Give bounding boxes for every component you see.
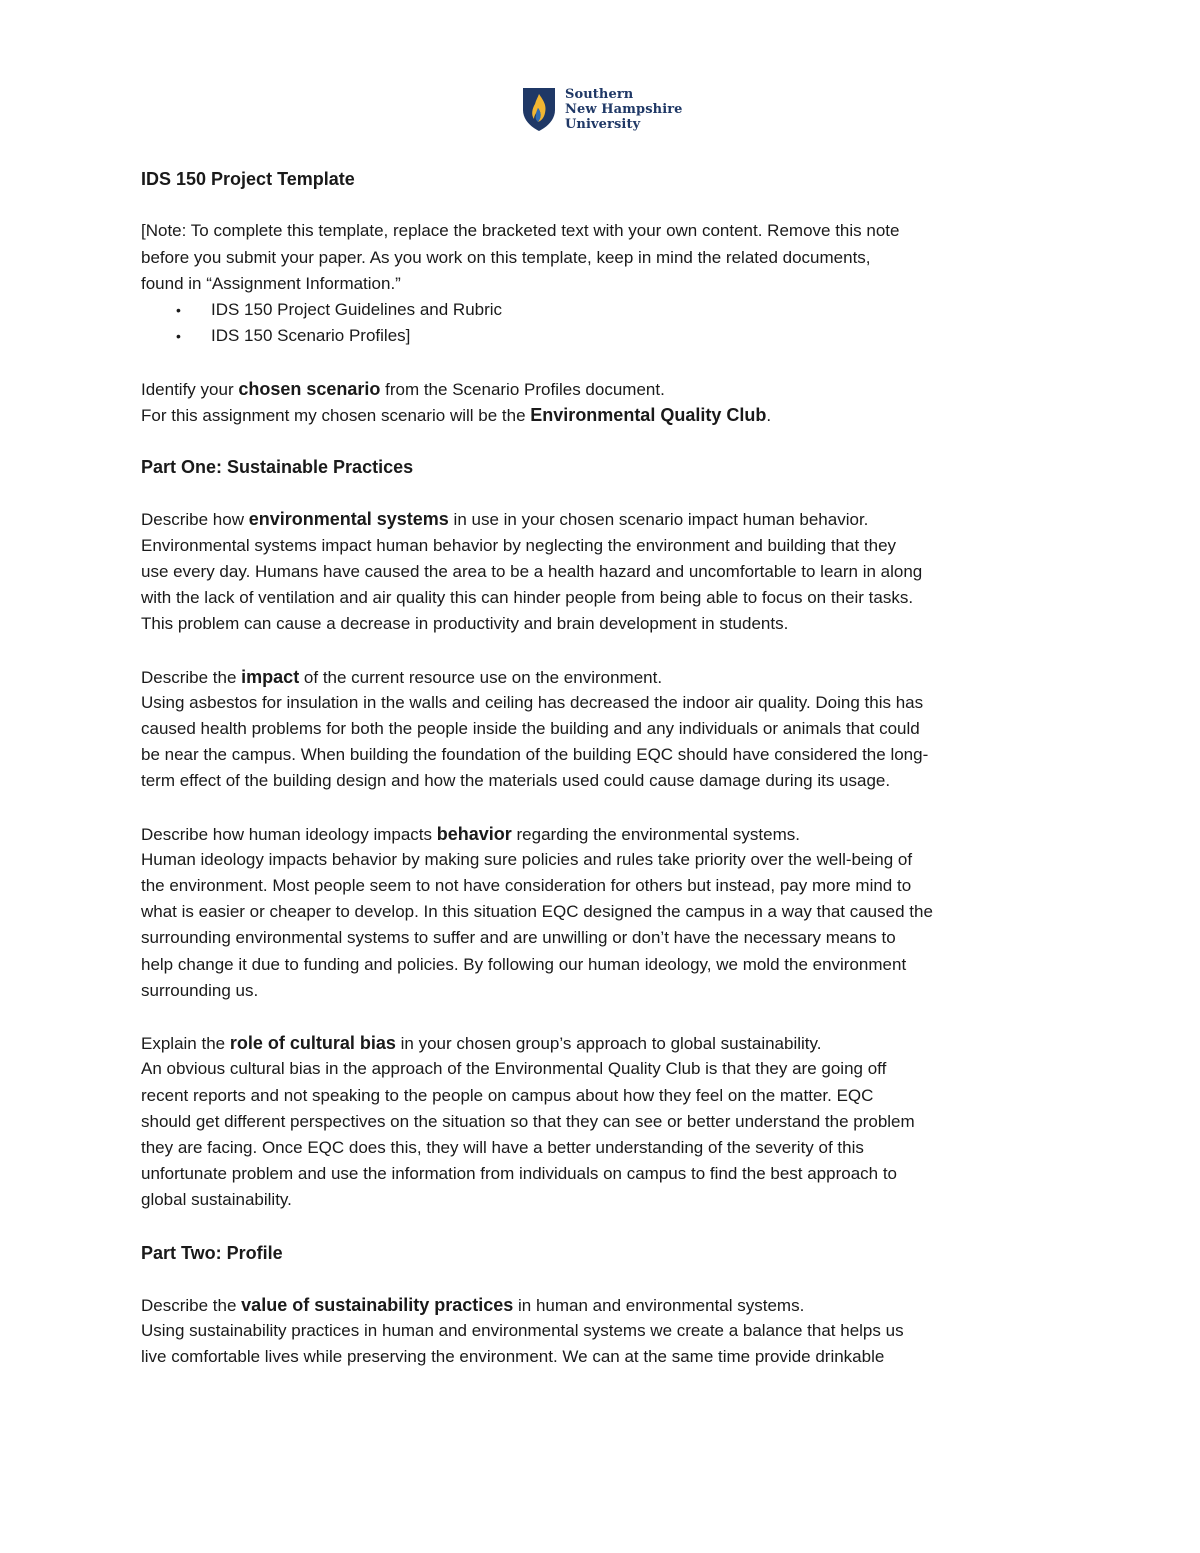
answer-line: Environmental systems impact human behavior by neglecting the environment and building that they	[141, 535, 897, 555]
answer-line: global sustainability.	[141, 1190, 292, 1210]
answer-line: Using sustainability practices in human and environmental systems we create a balance that helps us	[141, 1321, 904, 1341]
answer-line: term effect of the building design and how the materials used could cause damage during its usage.	[141, 771, 891, 791]
note-line: [Note: To complete this template, replace the bracketed text with your own content. Remove this note	[141, 221, 900, 241]
question-prompt: Describe how human ideology impacts behavior regarding the environmental systems.	[141, 823, 800, 844]
answer-line: they are facing. Once EQC does this, they will have a better understanding of the severity of this	[141, 1137, 864, 1157]
answer-line: An obvious cultural bias in the approach of the Environmental Quality Club is that they are going off	[141, 1059, 887, 1079]
scenario-answer: For this assignment my chosen scenario will be the Environmental Quality Club.	[141, 404, 772, 425]
answer-line: the environment. Most people seem to not have consideration for others but instead, pay more mind to	[141, 876, 912, 896]
list-item-text: IDS 150 Scenario Profiles]	[211, 326, 411, 346]
answer-line: This problem can cause a decrease in productivity and brain development in students.	[141, 614, 789, 634]
bullet-icon: •	[176, 328, 181, 345]
answer-line: with the lack of ventilation and air quality this can hinder people from being able to focus on their tasks.	[141, 588, 914, 607]
list-item	[141, 297, 1061, 323]
answer-line: caused health problems for both the people inside the building and any individuals or animals that could	[141, 718, 920, 738]
document-title: IDS 150 Project Template	[141, 169, 355, 189]
shield-flame-icon	[521, 86, 557, 132]
answer-line: help change it due to funding and policies. By following our human ideology, we mold the environment	[141, 954, 907, 974]
logo-line-3: University	[565, 116, 641, 132]
answer-line: use every day. Humans have caused the area to be a health hazard and uncomfortable to learn in along	[141, 561, 923, 581]
answer-line: Using asbestos for insulation in the walls and ceiling has decreased the indoor air quality. Doing this has	[141, 692, 924, 712]
answer-line: Human ideology impacts behavior by making sure policies and rules take priority over the well-being of	[141, 849, 913, 869]
list-item	[141, 323, 1061, 349]
question-prompt: Explain the role of cultural bias in your chosen group’s approach to global sustainability.	[141, 1033, 822, 1054]
scenario-prompt: Identify your chosen scenario from the Scenario Profiles document.	[141, 378, 665, 399]
snhu-logo	[521, 85, 683, 133]
answer-line: surrounding us.	[141, 980, 259, 1000]
question-prompt: Describe how environmental systems in use in your chosen scenario impact human behavior.	[141, 509, 869, 530]
answer-line: what is easier or cheaper to develop. In this situation EQC designed the campus in a way that caused the	[141, 902, 933, 922]
logo-wordmark	[565, 87, 683, 132]
question-prompt: Describe the impact of the current resource use on the environment.	[141, 666, 663, 687]
part-two-heading: Part Two: Profile	[141, 1242, 283, 1263]
document-body	[141, 166, 1061, 1371]
logo-line-2: New Hampshire	[565, 101, 683, 117]
note-line: found in “Assignment Information.”	[141, 273, 401, 293]
answer-line: surrounding environmental systems to suffer and are unwilling or don’t have the necessary means to	[141, 928, 896, 948]
answer-line: recent reports and not speaking to the people on campus about how they feel on the matter. EQC	[141, 1085, 874, 1105]
answer-line: unfortunate problem and use the information from individuals on campus to find the best approach to	[141, 1164, 898, 1184]
note-line: before you submit your paper. As you work on this template, keep in mind the related documents,	[141, 247, 871, 267]
logo-line-1: Southern	[565, 86, 634, 102]
question-prompt: Describe the value of sustainability practices in human and environmental systems.	[141, 1295, 805, 1316]
bullet-icon: •	[176, 301, 181, 318]
answer-line: be near the campus. When building the foundation of the building EQC should have considered the long-	[141, 745, 929, 765]
answer-line: should get different perspectives on the situation so that they can see or better understand the problem	[141, 1111, 915, 1131]
answer-line: live comfortable lives while preserving the environment. We can at the same time provide drinkable	[141, 1347, 885, 1367]
list-item-text: IDS 150 Project Guidelines and Rubric	[211, 299, 503, 319]
part-one-heading: Part One: Sustainable Practices	[141, 457, 414, 478]
